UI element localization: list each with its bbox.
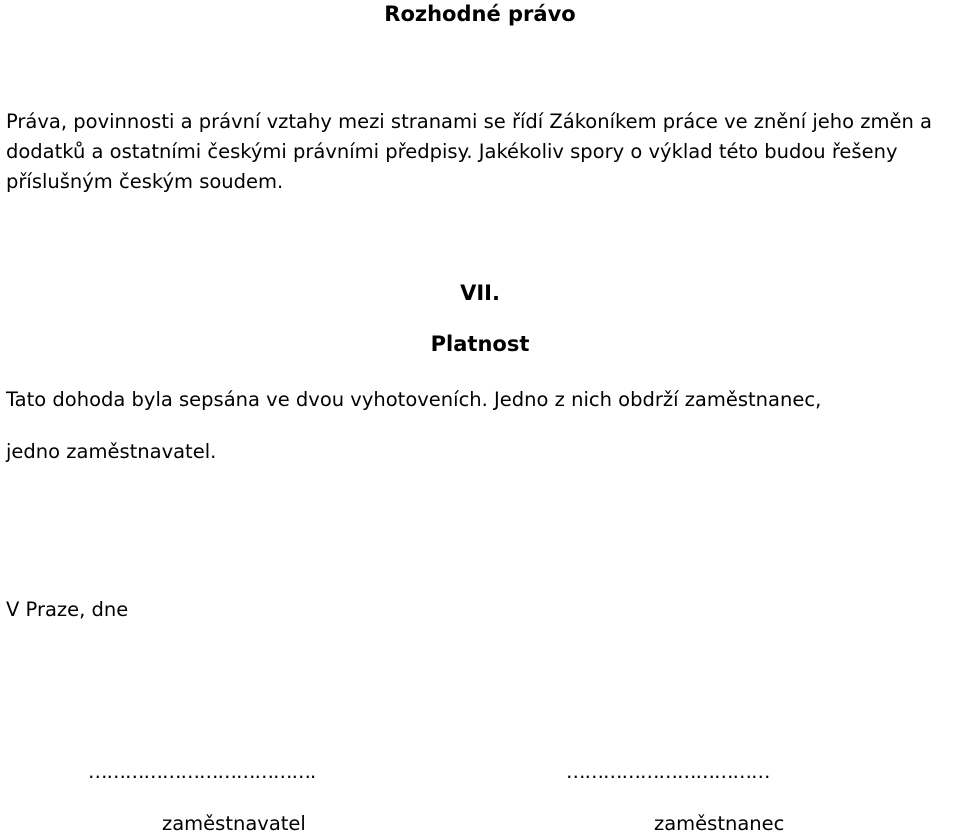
validity-heading: Platnost <box>430 332 530 356</box>
employer-label: zaměstnavatel <box>162 812 306 835</box>
section-number: VII. <box>460 281 500 305</box>
validity-line-1: Tato dohoda byla sepsána ve dvou vyhotoveních. Jedno z nich obdrží zaměstnanec, <box>6 388 822 411</box>
validity-line-2: jedno zaměstnavatel. <box>6 440 217 463</box>
governing-law-heading: Rozhodné právo <box>384 2 576 26</box>
employee-label: zaměstnanec <box>654 812 785 835</box>
governing-law-paragraph: Práva, povinnosti a právní vztahy mezi stranami se řídí Zákoníkem práce ve znění jeho změn a dodatků a ostatními českými právními předpisy. Jakékoliv spory o výklad této budou řešeny příslušným českým soudem. <box>6 110 933 193</box>
employee-signature-line: …………………………… <box>566 760 770 783</box>
employer-signature-line: ………………………………. <box>88 760 316 783</box>
place-date: V Praze, dne <box>6 598 129 621</box>
